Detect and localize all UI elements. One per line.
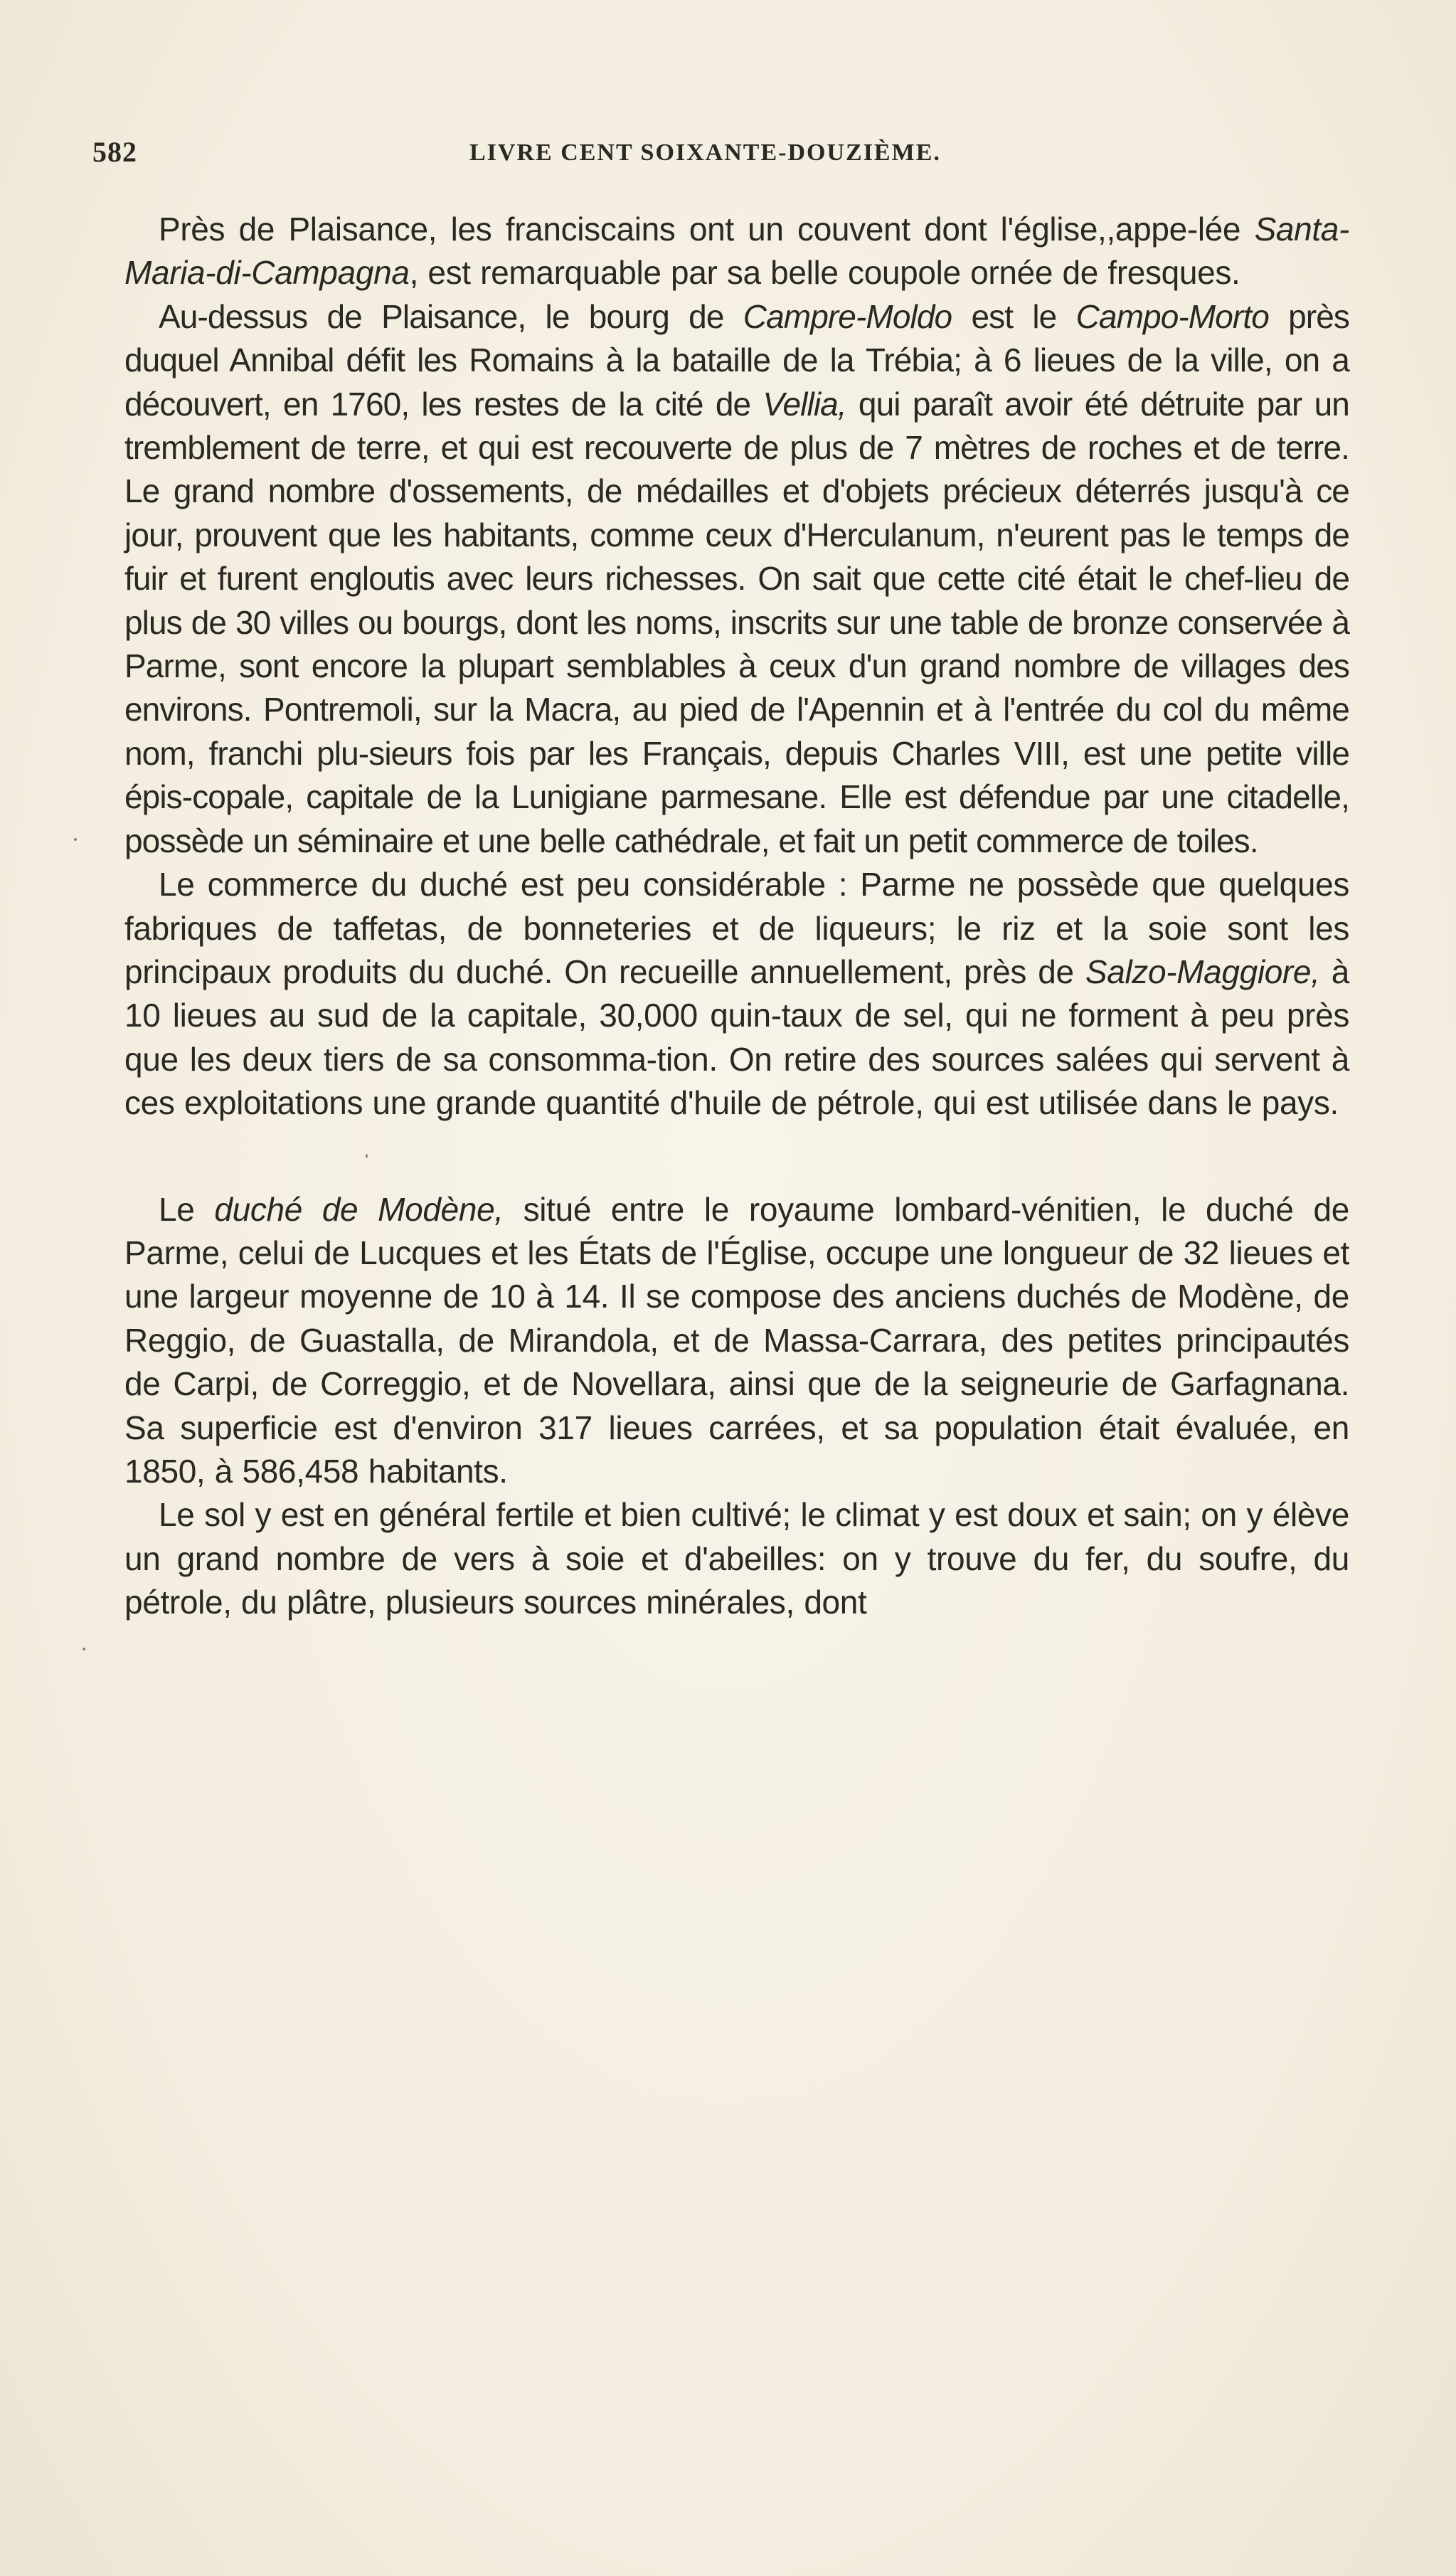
text-run: Le commerce du duché est peu considérable : Parme ne possède que quelques fabriques de taffetas, de bonneteries et de liqueurs; le riz et la soie sont les principaux produits du duché. On recueille annuellement, près de <box>124 866 1349 990</box>
text-run: Au-dessus de Plaisance, le bourg de <box>159 297 743 335</box>
place-name: Salzo-Maggiore, <box>1085 953 1320 990</box>
text-run: Le <box>159 1190 215 1228</box>
paragraph-1 <box>124 208 1349 295</box>
paragraph-2 <box>124 295 1349 863</box>
text-run: près duquel Annibal défit les Romains à la bataille de la Trébia; à 6 lieues de la ville, on a découvert, en 1760, les restes de la cité de <box>124 297 1350 423</box>
place-name: Santa-Maria-di-Campagna <box>124 211 1349 292</box>
place-name: Campre-Moldo <box>743 297 952 335</box>
paragraph-4 <box>124 1188 1349 1494</box>
paper-speck <box>366 1154 368 1158</box>
section-subject: duché de Modène, <box>214 1190 504 1228</box>
text-run: à 10 lieues au sud de la capitale, 30,000 quin-taux de sel, qui ne forment à peu près que les deux tiers de sa consomma-tion. On retire des sources salées qui servent à ces exploitations une grande quantité d'huile de pétrole, qui est utilisée dans le pays. <box>124 953 1349 1122</box>
text-run: Le sol y est en général fertile et bien cultivé; le climat y est doux et sain; on y élève un grand nombre de vers à soie et d'abeilles: on y trouve du fer, du soufre, du pétrole, du plâtre, plusieurs sources minérales, dont <box>124 1496 1349 1621</box>
text-run: Près de Plaisance, les franciscains ont un couvent dont l'église,,appe-lée <box>159 211 1255 248</box>
text-run: , est remarquable par sa belle coupole ornée de fresques. <box>409 254 1240 292</box>
place-name: Vellia, <box>762 385 846 423</box>
paragraph-3 <box>124 863 1349 1125</box>
paragraph-5 <box>124 1493 1349 1624</box>
text-run: qui paraît avoir été détruite par un tremblement de terre, et qui est recouverte de plus de 7 mètres de roches et de terre. Le grand nombre d'ossements, de médailles et d'objets précieux déterrés jusqu'à ce jour, prouvent que les habitants, comme ceux d'Herculanum, n'eurent pas le temps de fuir et furent engloutis avec leurs richesses. On sait que cette cité était le chef-lieu de plus de 30 villes ou bourgs, dont les noms, inscrits sur une table de bronze conservée à Parme, sont encore la plupart semblables à ceux d'un grand nombre de villages des environs. Pontremoli, sur la Macra, au pied de l'Apennin et à l'entrée du col du même nom, franchi plu-sieurs fois par les Français, depuis Charles VIII, est une petite ville épis-copale, capitale de la Lunigiane parmesane. Elle est défendue par une citadelle, possède un séminaire et une belle cathédrale, et fait un petit commerce de toiles. <box>124 385 1349 859</box>
place-name: Campo-Morto <box>1075 297 1269 335</box>
page-number: 582 <box>92 136 137 168</box>
text-run: est le <box>952 297 1076 335</box>
page-header <box>92 135 1373 178</box>
paper-speck <box>83 1648 85 1650</box>
paper-speck <box>74 838 77 841</box>
body-text <box>124 208 1349 1625</box>
text-run: situé entre le royaume lombard-vénitien, le duché de Parme, celui de Lucques et les États de l'Église, occupe une longueur de 32 lieues et une largeur moyenne de 10 à 14. Il se compose des anciens duchés de Modène, de Reggio, de Guastalla, de Mirandola, et de Massa-Carrara, des petites principautés de Carpi, de Correggio, et de Novellara, ainsi que de la seigneurie de Garfagnana. Sa superficie est d'environ 317 lieues carrées, et sa population était évaluée, en 1850, à 586,458 habitants. <box>124 1190 1349 1490</box>
running-title: LIVRE CENT SOIXANTE-DOUZIÈME. <box>469 139 941 166</box>
